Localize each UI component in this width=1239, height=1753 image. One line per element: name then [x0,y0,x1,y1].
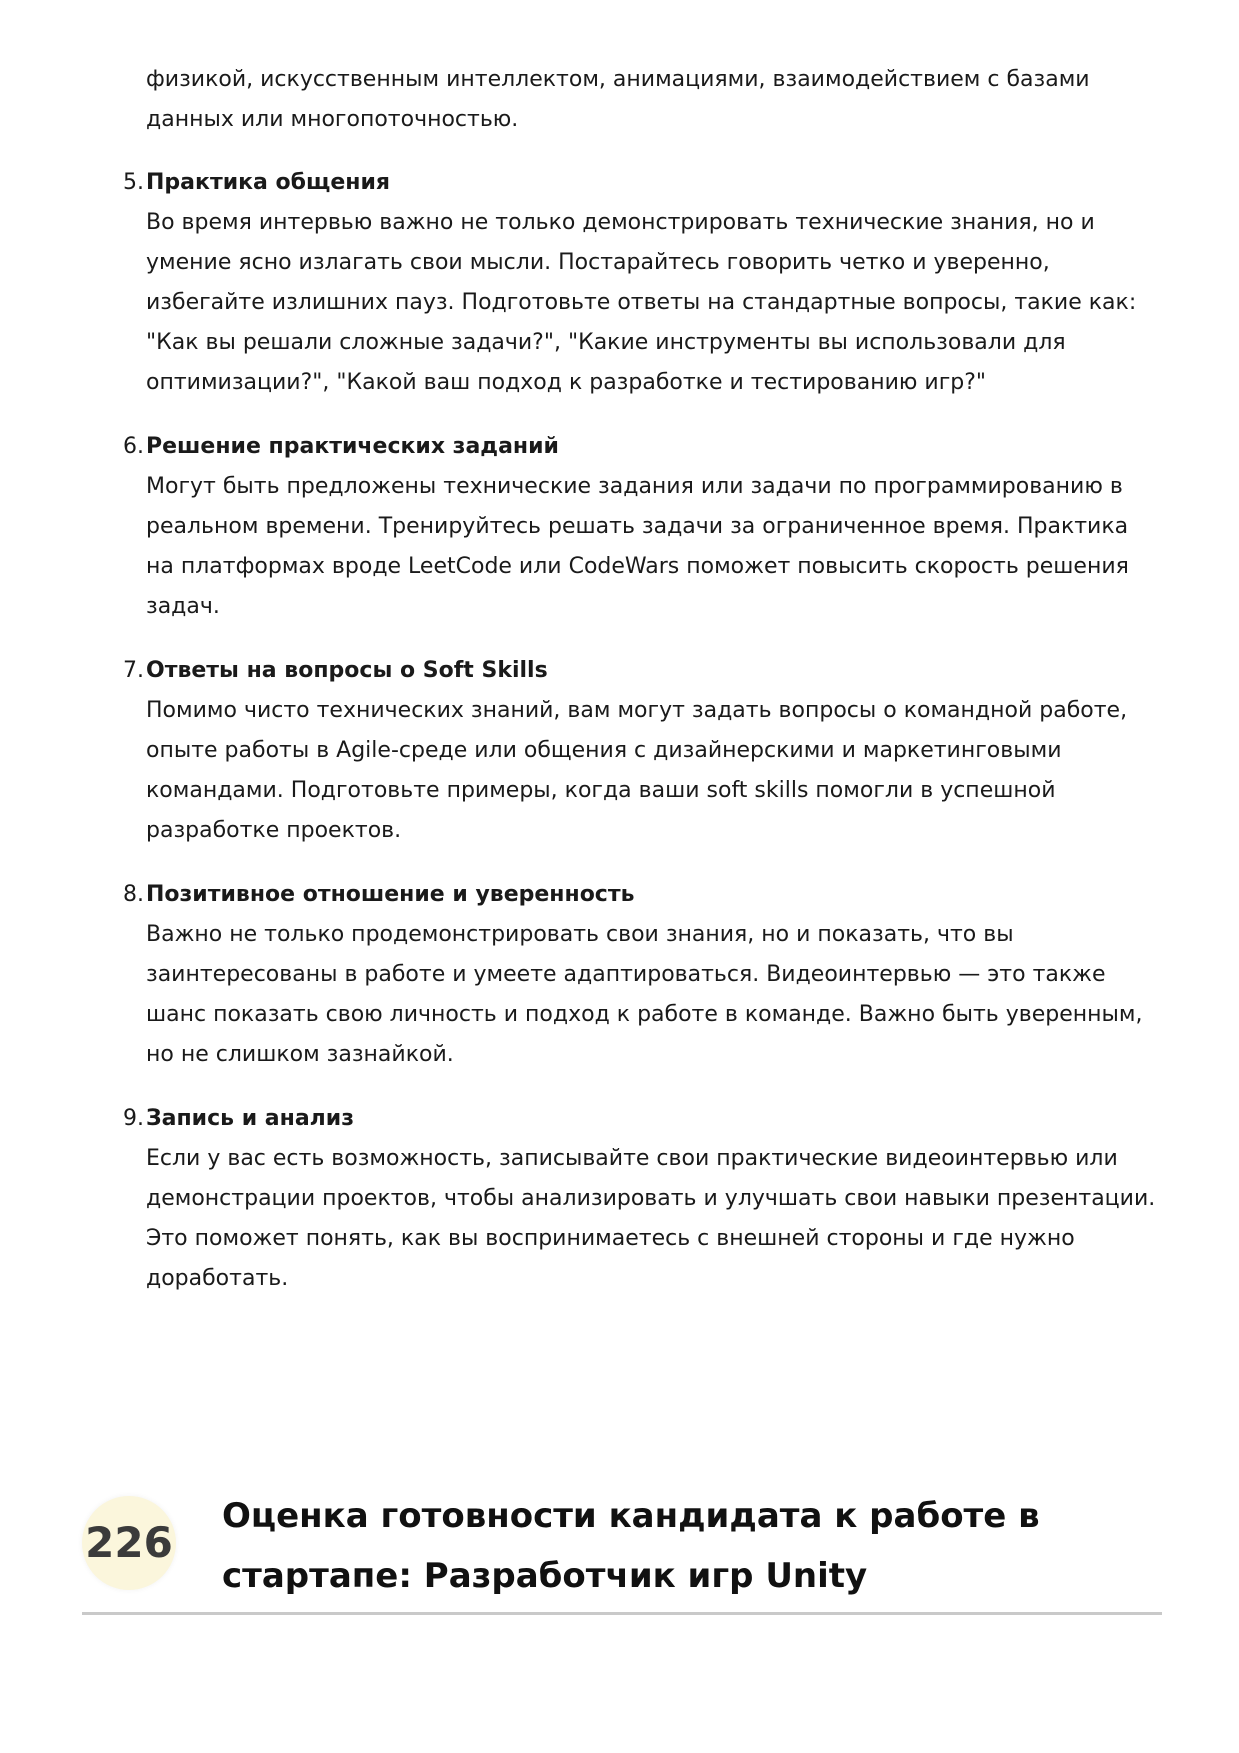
list-item [123,1099,1156,1299]
list-item-number: 7. [123,658,144,683]
section-number-badge [82,1496,176,1590]
continuation-paragraph: физикой, искусственным интеллектом, анимациями, взаимодействием с базами данных или многопоточностью. [146,67,1090,132]
list-item [123,427,1156,627]
list-item-number: 9. [123,1106,144,1131]
list-item-body: Могут быть предложены технические задания или задачи по программированию в реальном времени. Тренируйтесь решать задачи за ограниченное время. Практика на платформах вроде LeetCode или CodeWars поможет повысить скорость решения задач. [146,474,1129,619]
list-item-heading [123,427,1156,467]
section-divider [82,1612,1162,1615]
list-item-number: 8. [123,882,144,907]
list-item-body: Важно не только продемонстрировать свои знания, но и показать, что вы заинтересованы в работе и умеете адаптироваться. Видеоинтервью — это также шанс показать свою личность и подход к работе в команде. Важно быть уверенным, но не слишком зазнайкой. [146,922,1143,1067]
list-item-title: Запись и анализ [146,1106,354,1131]
list-item [123,163,1156,403]
section-header [82,1478,1162,1613]
list-item-number: 6. [123,434,144,459]
list-item-heading [123,651,1156,691]
list-item-heading [123,875,1156,915]
list-item-title: Решение практических заданий [146,434,559,459]
list-item-body: Во время интервью важно не только демонстрировать технические знания, но и умение ясно излагать свои мысли. Постарайтесь говорить четко и уверенно, избегайте излишних пауз. Подготовьте ответы на стандартные вопросы, такие как: "Как вы решали сложные задачи?", "Какие инструменты вы использовали для оптимизации?", "Какой ваш подход к разработке и тестированию игр?" [146,210,1137,395]
list-item [123,875,1156,1075]
list-item-title: Позитивное отношение и уверенность [146,882,635,907]
list-item [123,651,1156,851]
list-item-heading [123,1099,1156,1139]
list-item-number: 5. [123,170,144,195]
list-item-body: Помимо чисто технических знаний, вам могут задать вопросы о командной работе, опыте работы в Agile-среде или общения с дизайнерскими и маркетинговыми командами. Подготовьте примеры, когда ваши soft skills помогли в успешной разработке проектов. [146,698,1128,843]
list-item-title: Практика общения [146,170,390,195]
list-item-body: Если у вас есть возможность, записывайте свои практические видеоинтервью или демонстрации проектов, чтобы анализировать и улучшать свои навыки презентации. Это поможет понять, как вы воспринимаетесь с внешней стороны и где нужно доработать. [146,1146,1156,1291]
section-title: Оценка готовности кандидата к работе в стартапе: Разработчик игр Unity [222,1496,1040,1596]
list-item-title: Ответы на вопросы о Soft Skills [146,658,548,683]
list-item-heading [123,163,1156,203]
section-number: 226 [85,1518,173,1567]
